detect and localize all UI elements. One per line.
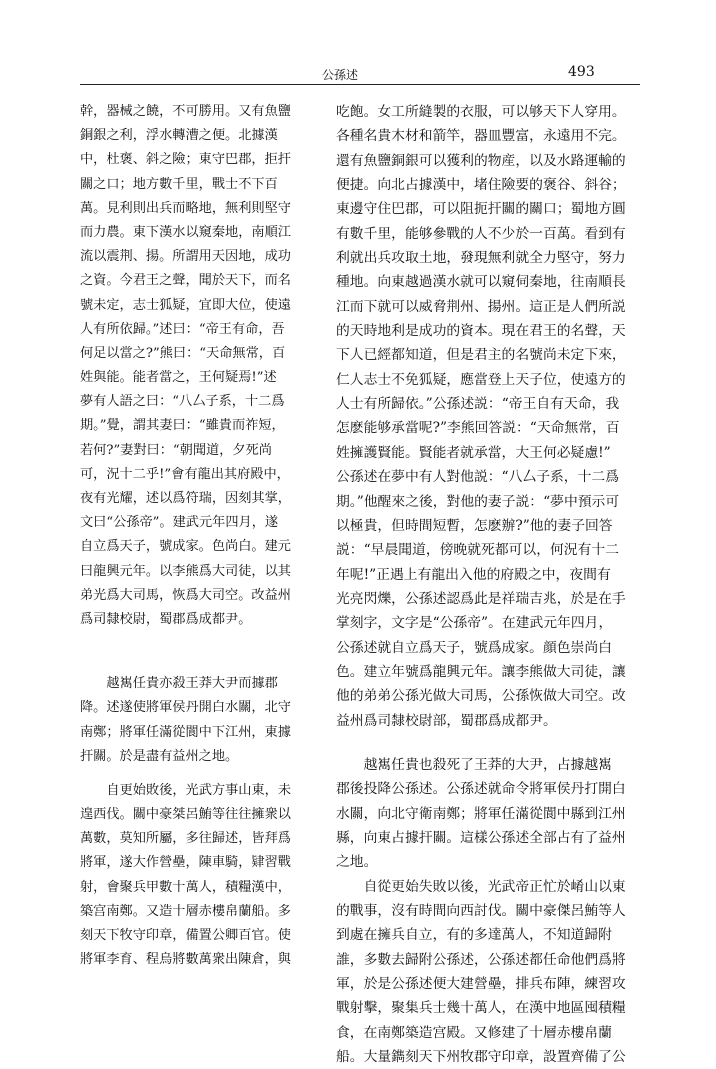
text-line: 戰射擊，聚集兵士幾十萬人，在漢中地區囤積糧 [336,1000,626,1017]
text-line: 築宫南鄭。又造十層赤樓帛蘭船。多 [80,903,291,919]
text-line: 幹，器械之饒，不可勝用。又有魚鹽 [80,104,291,119]
text-line: 姓擁護賢能。賢能者就承當，大王何必疑慮!” [336,444,611,461]
text-line: 郡後投降公孫述。公孫述就命令將軍侯丹打開白 [336,781,626,798]
text-line: 公孫述在夢中有人對他説：“八厶子系，十二爲 [336,469,619,486]
text-line: 吃飽。女工所縫製的衣服，可以够天下人穿用。 [336,104,626,120]
text-line: 的天時地利是成功的資本。現在君王的名聲，天 [336,323,626,340]
text-line: 號未定，志士狐疑，宜即大位，使遠 [80,297,291,313]
text-line: 自立爲天子，號成家。色尚白。建元 [80,539,291,555]
text-line: 以極貴，但時間短暫，怎麽辦?”他的妻子回答 [336,517,613,534]
text-line: 可，況十二乎!”會有龍出其府殿中， [80,466,290,482]
text-line: 説：“早晨聞道，傍晚就死都可以，何況有十二 [336,542,619,559]
text-line: 若何?”妻對曰：“朝聞道，夕死尚 [80,442,272,458]
text-line: 爲司隸校尉，蜀郡爲成都尹。 [80,611,252,627]
page-number: 493 [568,64,595,80]
text-line: 怎麽能够承當呢?”李熊回答説：“天命無常，百 [336,420,620,437]
text-line: 遑西伐。關中豪桀呂鮪等往往擁衆以 [80,807,291,823]
text-line: 期。”覺，謂其妻曰：“雖貴而祚短， [80,418,285,434]
text-line: 人有所依歸。”述曰：“帝王有命，吾 [80,321,285,337]
text-line: 射，會聚兵甲數十萬人，積糧漢中， [80,879,291,895]
translation-column [336,100,640,1069]
text-line: 誰，多數去歸附公孫述，公孫述都任命他們爲將 [336,951,626,968]
text-line: 將軍，遂大作營壘，陳車騎，肄習戰 [80,855,291,871]
paragraph-gap [80,769,312,779]
text-line: 仁人志士不免狐疑，應當登上天子位，使遠方的 [336,371,626,388]
header-rule [80,84,640,85]
paragraph-gap [80,652,312,662]
text-line: 曰龍興元年。以李熊爲大司徒，以其 [80,563,291,579]
running-title: 公孫述 [322,68,359,82]
text-line: 水關，向北守衛南鄭；將軍任滿從閬中縣到江州 [336,805,626,822]
paragraph-gap [80,632,312,652]
text-line: 公孫述就自立爲天子，號爲成家。顔色崇尚白 [336,639,612,656]
text-line: 種地。向東越過漢水就可以窺伺秦地，往南順長 [336,274,626,291]
text-line: 夢有人語之曰：“八厶子系，十二爲 [80,394,285,410]
text-line: 他的弟弟公孫光做大司馬，公孫恢做大司空。改 [336,688,626,705]
text-line: 中，杜褒、斜之險；東守巴郡，拒扞 [80,152,291,168]
text-line: 自更始敗後，光武方事山東，未 [106,782,292,798]
text-line: 縣，向東占據扞關。這樣公孫述全部占有了益州 [336,829,626,846]
text-line: 之資。今君王之聲，聞於天下，而名 [80,273,291,289]
text-line: 流以震荆、揚。所謂用天因地，成功 [80,249,291,265]
text-line: 扞關。於是盡有益州之地。 [80,748,239,764]
text-line: 夜有光耀，述以爲符瑞，因刻其掌， [80,491,291,506]
text-line: 將軍李育、程烏將數萬衆出陳倉，與 [80,952,291,968]
paragraph-gap [336,733,640,753]
text-line: 東邊守住巴郡，可以阻扼扞關的關口；蜀地方圓 [336,201,626,218]
text-line: 益州爲司隸校尉部，蜀郡爲成都尹。 [336,712,557,729]
text-line: 萬數，莫知所屬，多往歸述，皆拜爲 [80,831,291,847]
text-line: 萬。見利則出兵而略地，無利則堅守 [80,200,291,216]
text-line: 還有魚鹽銅銀可以獲利的物産，以及水路運輸的 [336,152,626,169]
text-line: 有數千里，能够參戰的人不少於一百萬。看到有 [336,225,626,242]
text-line: 下人已經都知道，但是君主的名號尚未定下來， [336,347,626,364]
text-line: 到處在擁兵自立，有的多達萬人，不知道歸附 [336,927,612,944]
text-line: 船。大量鐫刻天下州牧郡守印章，設置齊備了公 [336,1049,626,1066]
text-line: 食，在南鄭築造宫殿。又修建了十層赤樓帛蘭 [336,1024,612,1041]
text-line: 利就出兵攻取土地，發現無利就全力堅守，努力 [336,250,626,267]
classical-text-column [80,100,312,972]
text-line: 刻天下牧守印章，備置公卿百官。使 [80,928,291,943]
text-line: 的戰事，沒有時間向西討伐。關中豪傑呂鮪等人 [336,903,626,919]
text-line: 光亮閃爍，公孫述認爲此是祥瑞吉兆，於是在手 [336,590,626,607]
text-line: 南鄭；將軍任滿從閬中下江州，東據 [80,724,291,740]
text-line: 期。”他醒來之後，對他的妻子説：“夢中預示可 [336,493,620,510]
text-line: 越嶲任貴亦殺王莽大尹而據郡 [106,676,278,692]
text-line: 色。建立年號爲龍興元年。讓李熊做大司徒，讓 [336,663,626,680]
text-line: 便捷。向北占據漢中，堵住險要的褒谷、斜谷； [336,177,626,194]
text-line: 軍，於是公孫述便大建營壘，排兵布陣，練習攻 [336,976,626,993]
text-line: 人士有所歸依。”公孫述説：“帝王自有天命，我 [336,396,620,413]
text-line: 之地。 [336,854,378,871]
paragraph-gap [80,662,312,672]
text-line: 而力農。東下漢水以窺秦地，南順江 [80,224,291,240]
text-line: 銅銀之利，浮水轉漕之便。北據漢 [80,128,278,144]
text-line: 江而下就可以威脅荆州、揚州。這正是人們所説 [336,298,626,315]
text-line: 降。述遂使將軍侯丹開白水關，北守 [80,700,291,716]
text-line: 何足以當之?”熊曰：“天命無常，百 [80,345,286,361]
text-line: 弟光爲大司馬，恢爲大司空。改益州 [80,587,291,603]
text-line: 年呢!”正遇上有龍出入他的府殿之中，夜間有 [336,566,611,583]
text-line: 關之口；地方數千里，戰士不下百 [80,176,278,192]
text-line: 自從更始失敗以後，光武帝正忙於崤山以東 [363,878,626,895]
text-line: 掌刻字，文字是“公孫帝”。在建武元年四月， [336,615,613,632]
text-line: 文曰“公孫帝”。建武元年四月，遂 [80,515,279,531]
page-header [80,40,640,80]
text-line: 越嶲任貴也殺死了王莽的大尹，占據越嶲 [363,756,612,773]
text-line: 各種名貴木材和箭竿，器皿豐富，永遠用不完。 [336,128,626,145]
text-line: 姓與能。能者當之，王何疑焉!”述 [80,370,277,386]
